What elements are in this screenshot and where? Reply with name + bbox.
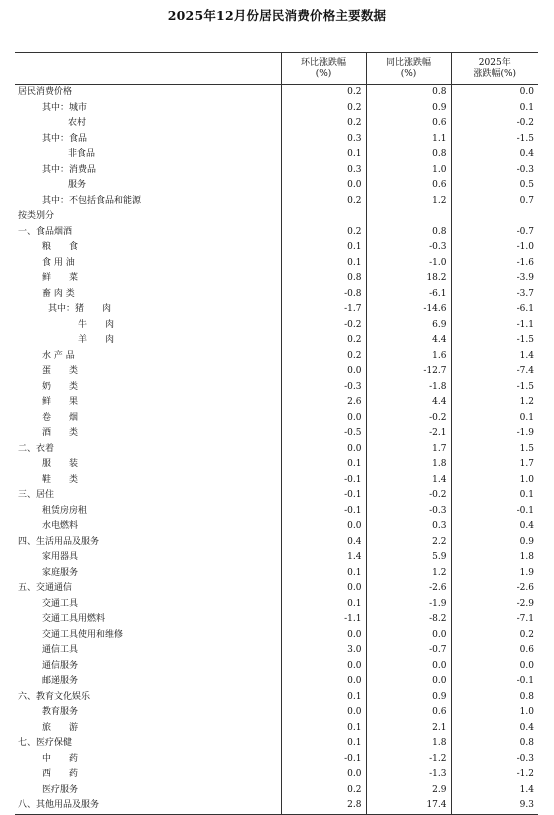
row-label: 租赁房房租	[42, 505, 88, 516]
header-yoy-line1: 同比涨跌幅	[385, 57, 431, 68]
row-label: 其中：消费品	[42, 164, 97, 175]
mom-value: 0.4	[281, 535, 366, 551]
table-row	[15, 426, 538, 442]
mom-value: 0.0	[281, 659, 366, 675]
yoy-value: 4.4	[366, 333, 451, 349]
row-label: 五、交通通信	[18, 583, 73, 593]
yoy-value: 2.1	[366, 721, 451, 737]
table-row	[15, 395, 538, 411]
year-value: 1.0	[451, 473, 538, 489]
table-row	[15, 442, 538, 458]
table-row	[15, 256, 538, 272]
year-value: 1.7	[451, 457, 538, 473]
year-value: 9.3	[451, 798, 538, 814]
mom-value: 0.1	[281, 736, 366, 752]
row-label: 七、医疗保健	[18, 738, 73, 748]
row-label: 服务	[68, 180, 87, 190]
table-row	[15, 550, 538, 566]
row-label: 粮 食	[42, 242, 79, 252]
mom-value: 0.0	[281, 411, 366, 427]
year-value: 1.8	[451, 550, 538, 566]
yoy-value: 0.6	[366, 116, 451, 132]
yoy-value: 0.8	[366, 147, 451, 163]
year-value: 0.2	[451, 628, 538, 644]
row-label: 六、教育文化娱乐	[18, 691, 91, 702]
yoy-value: 1.4	[366, 473, 451, 489]
row-label: 畜 肉 类	[42, 288, 75, 299]
year-value: 0.8	[451, 736, 538, 752]
row-label: 水 产 品	[42, 350, 75, 361]
table-row	[15, 798, 538, 814]
row-label: 牛 肉	[78, 319, 115, 330]
cpi-table	[15, 52, 538, 815]
table-row	[15, 302, 538, 318]
year-value: -0.7	[451, 225, 538, 241]
year-value: 1.2	[451, 395, 538, 411]
table-row	[15, 488, 538, 504]
yoy-value: -14.6	[366, 302, 451, 318]
yoy-value: 1.1	[366, 132, 451, 148]
table-row	[15, 612, 538, 628]
yoy-value: 6.9	[366, 318, 451, 334]
year-value: 0.6	[451, 643, 538, 659]
mom-value: 0.0	[281, 628, 366, 644]
row-label: 食 用 油	[42, 257, 75, 268]
row-label: 家用器具	[42, 552, 79, 562]
mom-value: 0.2	[281, 225, 366, 241]
row-label: 家庭服务	[42, 567, 79, 578]
yoy-value: 4.4	[366, 395, 451, 411]
year-value: 0.4	[451, 721, 538, 737]
year-value: -7.1	[451, 612, 538, 628]
table-row	[15, 721, 538, 737]
row-label: 通信服务	[42, 660, 79, 671]
yoy-value: 0.3	[366, 519, 451, 535]
yoy-value: 0.8	[366, 85, 451, 101]
table-row	[15, 364, 538, 380]
year-value: 0.4	[451, 519, 538, 535]
mom-value: 0.0	[281, 442, 366, 458]
mom-value: -1.7	[281, 302, 366, 318]
mom-value: 0.0	[281, 519, 366, 535]
yoy-value: 0.9	[366, 101, 451, 117]
year-value: 0.1	[451, 488, 538, 504]
yoy-value: -6.1	[366, 287, 451, 303]
table-row	[15, 566, 538, 582]
row-label: 鲜 果	[42, 397, 79, 407]
mom-value: 0.1	[281, 597, 366, 613]
mom-value: 0.2	[281, 116, 366, 132]
mom-value: -0.2	[281, 318, 366, 334]
row-label: 蛋 类	[42, 366, 79, 376]
row-label: 非食品	[68, 149, 96, 159]
mom-value: 0.0	[281, 705, 366, 721]
mom-value: 0.0	[281, 581, 366, 597]
yoy-value: -12.7	[366, 364, 451, 380]
table-row	[15, 85, 538, 101]
mom-value: 0.8	[281, 271, 366, 287]
table-row	[15, 380, 538, 396]
yoy-value: 0.9	[366, 690, 451, 706]
header-year-line1: 2025年	[478, 57, 511, 68]
yoy-value: -0.2	[366, 411, 451, 427]
yoy-value: 0.0	[366, 659, 451, 675]
year-value: -0.1	[451, 674, 538, 690]
year-value: 0.0	[451, 85, 538, 101]
mom-value: 0.1	[281, 721, 366, 737]
yoy-value: -0.2	[366, 488, 451, 504]
row-label: 三、居住	[18, 490, 55, 500]
header-mom-line1: 环比涨跌幅	[300, 57, 346, 68]
yoy-value: 1.0	[366, 163, 451, 179]
yoy-value: -1.2	[366, 752, 451, 768]
year-value: 0.8	[451, 690, 538, 706]
table-row	[15, 736, 538, 752]
year-value: 0.7	[451, 194, 538, 210]
row-label: 二、衣着	[18, 443, 55, 454]
row-label: 交通工具	[42, 598, 79, 609]
table-row	[15, 535, 538, 551]
table-row	[15, 473, 538, 489]
table-row	[15, 411, 538, 427]
yoy-value: 1.6	[366, 349, 451, 365]
row-label: 教育服务	[42, 707, 79, 717]
row-label: 四、生活用品及服务	[18, 536, 100, 547]
year-value: -2.9	[451, 597, 538, 613]
yoy-value: 1.8	[366, 457, 451, 473]
yoy-value: 0.0	[366, 628, 451, 644]
table-row	[15, 597, 538, 613]
header-year-line2: 涨跌幅(%)	[473, 68, 517, 79]
table-row	[15, 178, 538, 194]
table-row	[15, 674, 538, 690]
row-label: 交通工具用燃料	[42, 614, 106, 624]
table-row	[15, 287, 538, 303]
row-label: 中 药	[42, 753, 79, 764]
mom-value: -0.1	[281, 473, 366, 489]
year-value: -1.5	[451, 132, 538, 148]
mom-value: -1.1	[281, 612, 366, 628]
row-label: 交通工具使用和维修	[42, 629, 124, 640]
mom-value: 0.2	[281, 101, 366, 117]
year-value	[451, 209, 538, 225]
row-label: 其中：城市	[42, 102, 88, 113]
row-label: 其中：猪 肉	[48, 304, 112, 314]
row-label: 居民消费价格	[18, 87, 73, 97]
table-row	[15, 457, 538, 473]
year-value: -1.5	[451, 333, 538, 349]
year-value: -7.4	[451, 364, 538, 380]
row-label: 西 药	[42, 769, 79, 779]
year-value: -2.6	[451, 581, 538, 597]
yoy-value: -0.7	[366, 643, 451, 659]
year-value: -1.6	[451, 256, 538, 272]
yoy-value: -2.6	[366, 581, 451, 597]
year-value: -0.3	[451, 752, 538, 768]
table-row	[15, 504, 538, 520]
yoy-value: -2.1	[366, 426, 451, 442]
header-yoy	[366, 53, 451, 85]
year-value: -1.9	[451, 426, 538, 442]
year-value: 0.5	[451, 178, 538, 194]
table-row	[15, 783, 538, 799]
table-body	[15, 85, 538, 815]
row-label: 其中：不包括食品和能源	[42, 195, 142, 206]
mom-value: 0.0	[281, 674, 366, 690]
year-value: -3.9	[451, 271, 538, 287]
row-label: 鞋 类	[42, 474, 79, 485]
mom-value: -0.5	[281, 426, 366, 442]
yoy-value: -0.3	[366, 240, 451, 256]
yoy-value: 18.2	[366, 271, 451, 287]
year-value: 0.0	[451, 659, 538, 675]
mom-value: 0.3	[281, 132, 366, 148]
yoy-value: 1.8	[366, 736, 451, 752]
yoy-value: 1.2	[366, 194, 451, 210]
table-row	[15, 194, 538, 210]
table-row	[15, 271, 538, 287]
year-value: -0.2	[451, 116, 538, 132]
yoy-value: 0.8	[366, 225, 451, 241]
row-label: 酒 类	[42, 428, 79, 438]
year-value: -6.1	[451, 302, 538, 318]
year-value: 1.4	[451, 349, 538, 365]
year-value: 1.5	[451, 442, 538, 458]
yoy-value: 1.2	[366, 566, 451, 582]
table-row	[15, 333, 538, 349]
row-label: 按类别分	[18, 211, 55, 221]
table-row	[15, 132, 538, 148]
year-value: 0.1	[451, 411, 538, 427]
mom-value: 0.2	[281, 349, 366, 365]
mom-value: 0.1	[281, 256, 366, 272]
table-row	[15, 690, 538, 706]
yoy-value: -1.3	[366, 767, 451, 783]
table-row	[15, 752, 538, 768]
mom-value: -0.3	[281, 380, 366, 396]
year-value: 0.4	[451, 147, 538, 163]
row-label: 卷 烟	[42, 412, 79, 423]
yoy-value: 2.9	[366, 783, 451, 799]
table-row	[15, 225, 538, 241]
row-label: 医疗服务	[42, 784, 79, 795]
table-row	[15, 349, 538, 365]
table-row	[15, 209, 538, 225]
header-mom	[281, 53, 366, 85]
yoy-value: 1.7	[366, 442, 451, 458]
mom-value: 0.0	[281, 767, 366, 783]
header-item	[15, 53, 281, 85]
row-label: 旅 游	[42, 722, 79, 733]
row-label: 通信工具	[42, 645, 79, 655]
year-value: 1.0	[451, 705, 538, 721]
table-row	[15, 116, 538, 132]
table-row	[15, 643, 538, 659]
yoy-value: -1.8	[366, 380, 451, 396]
year-value: -3.7	[451, 287, 538, 303]
yoy-value: 0.6	[366, 178, 451, 194]
yoy-value: 2.2	[366, 535, 451, 551]
header-mom-line2: (%)	[315, 68, 332, 79]
mom-value: 0.2	[281, 783, 366, 799]
table-row	[15, 581, 538, 597]
mom-value: 3.0	[281, 643, 366, 659]
header-yoy-line2: (%)	[400, 68, 417, 79]
table-row	[15, 519, 538, 535]
year-value: 1.4	[451, 783, 538, 799]
mom-value: 0.1	[281, 240, 366, 256]
mom-value: 0.1	[281, 147, 366, 163]
mom-value: 0.3	[281, 163, 366, 179]
mom-value: 0.2	[281, 194, 366, 210]
row-label: 奶 类	[42, 381, 79, 392]
mom-value: -0.1	[281, 752, 366, 768]
year-value: 0.9	[451, 535, 538, 551]
row-label: 鲜 菜	[42, 273, 79, 283]
yoy-value: 5.9	[366, 550, 451, 566]
year-value: -1.5	[451, 380, 538, 396]
mom-value: -0.8	[281, 287, 366, 303]
mom-value: 0.1	[281, 690, 366, 706]
mom-value: 0.2	[281, 333, 366, 349]
table-row	[15, 767, 538, 783]
year-value: 1.9	[451, 566, 538, 582]
mom-value	[281, 209, 366, 225]
table-row	[15, 101, 538, 117]
mom-value: 0.1	[281, 457, 366, 473]
yoy-value	[366, 209, 451, 225]
mom-value: 0.0	[281, 178, 366, 194]
table-row	[15, 318, 538, 334]
row-label: 水电燃料	[42, 521, 79, 531]
table-row	[15, 240, 538, 256]
row-label: 其中：食品	[42, 133, 88, 144]
year-value: -1.0	[451, 240, 538, 256]
header-year	[451, 53, 538, 85]
row-label: 八、其他用品及服务	[15, 798, 281, 814]
yoy-value: 17.4	[366, 798, 451, 814]
table-header-row	[15, 53, 538, 85]
table-row	[15, 659, 538, 675]
yoy-value: -8.2	[366, 612, 451, 628]
row-label: 服 装	[42, 459, 79, 469]
mom-value: 0.1	[281, 566, 366, 582]
yoy-value: -1.0	[366, 256, 451, 272]
yoy-value: -1.9	[366, 597, 451, 613]
yoy-value: 0.6	[366, 705, 451, 721]
mom-value: 0.2	[281, 85, 366, 101]
mom-value: 2.6	[281, 395, 366, 411]
mom-value: -0.1	[281, 504, 366, 520]
yoy-value: 0.0	[366, 674, 451, 690]
table-row	[15, 705, 538, 721]
table-row	[15, 147, 538, 163]
page-title: 2025年12月份居民消费价格主要数据	[167, 8, 387, 23]
mom-value: 1.4	[281, 550, 366, 566]
row-label: 农村	[68, 118, 87, 128]
year-value: 0.1	[451, 101, 538, 117]
year-value: -1.2	[451, 767, 538, 783]
year-value: -1.1	[451, 318, 538, 334]
yoy-value: -0.3	[366, 504, 451, 520]
mom-value: 2.8	[281, 798, 366, 814]
table-row	[15, 628, 538, 644]
row-label: 一、食品烟酒	[18, 226, 73, 237]
row-label: 羊 肉	[78, 335, 115, 345]
year-value: -0.3	[451, 163, 538, 179]
row-label: 邮递服务	[42, 676, 79, 686]
mom-value: -0.1	[281, 488, 366, 504]
table-row	[15, 163, 538, 179]
mom-value: 0.0	[281, 364, 366, 380]
year-value: -0.1	[451, 504, 538, 520]
